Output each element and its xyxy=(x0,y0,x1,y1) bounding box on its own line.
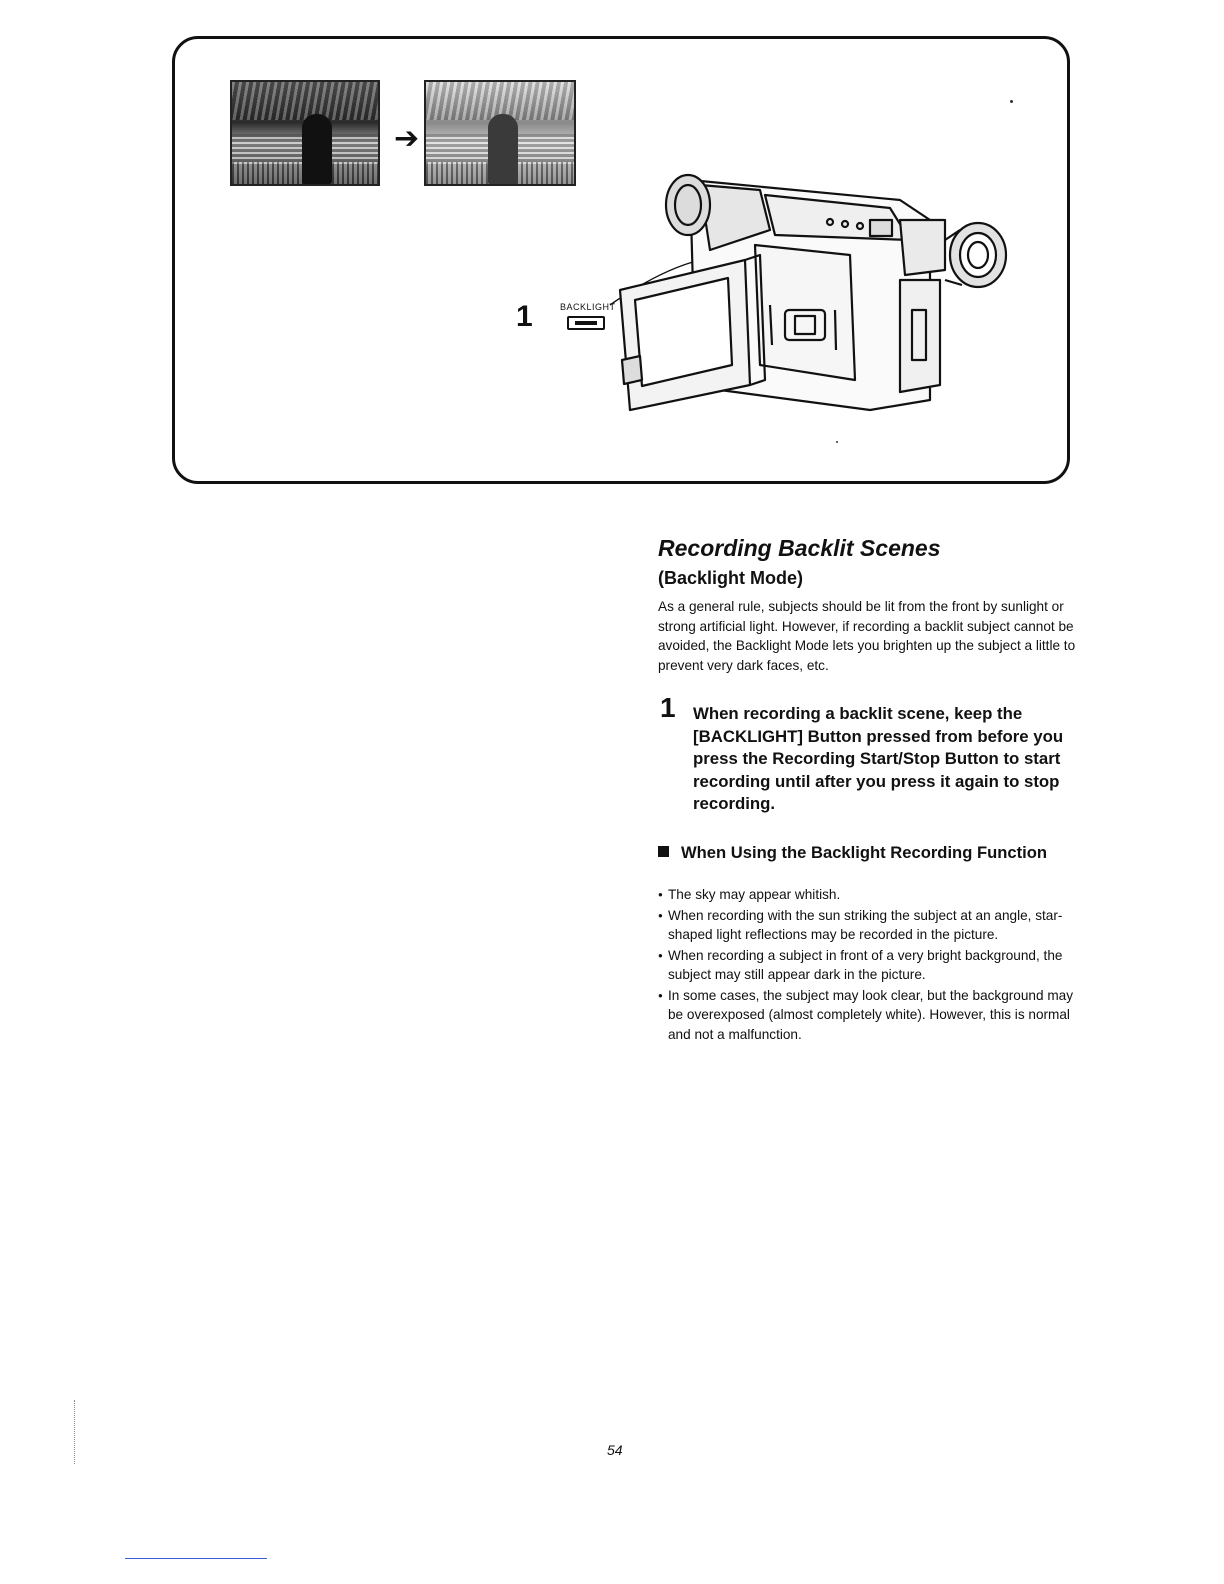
scan-speck xyxy=(1010,100,1013,103)
backlit-scene-before-photo xyxy=(230,80,380,186)
page-title: Recording Backlit Scenes xyxy=(658,535,941,561)
note-text: ● When recording with the sun striking the subject at an angle, star-shaped light reflections may be recorded in the picture. xyxy=(668,907,1063,942)
page-number: 54 xyxy=(607,1442,623,1458)
step-number: 1 xyxy=(660,692,676,723)
list-item xyxy=(658,906,1073,945)
note-text: ● The sky may appear whitish. xyxy=(668,887,841,902)
figure-step-number: 1 xyxy=(516,300,533,333)
note-text: ● In some cases, the subject may look clear, but the background may be overexposed (almost completely white). However, this is normal and not a malfunction. xyxy=(668,987,1074,1042)
footer-rule xyxy=(125,1558,267,1559)
scan-speck xyxy=(836,441,838,443)
list-item xyxy=(658,946,1073,985)
list-item xyxy=(658,986,1073,1045)
step-instruction: When recording a backlit scene, keep the [BACKLIGHT] Button pressed from before you press the Recording Start/Stop Button to start recording until after you press it again to stop recording. xyxy=(693,704,1064,814)
note-text: ● When recording a subject in front of a very bright background, the subject may still appear dark in the picture. xyxy=(668,947,1063,982)
camcorder-illustration xyxy=(600,160,1020,430)
arrow-right-icon: ➔ xyxy=(394,122,420,155)
intro-paragraph: As a general rule, subjects should be lit from the front by sunlight or strong artificial light. However, if recording a backlit subject cannot be avoided, the Backlight Mode lets you brighten up the subject a little to prevent very dark faces, etc. xyxy=(658,599,1076,673)
notes-list xyxy=(658,885,1073,1045)
margin-dotted-line xyxy=(74,1400,75,1464)
backlit-scene-after-photo xyxy=(424,80,576,186)
page-subtitle: (Backlight Mode) xyxy=(658,568,804,588)
list-item xyxy=(658,885,1073,905)
section-heading-text: When Using the Backlight Recording Function xyxy=(681,843,1047,862)
section-heading xyxy=(658,842,1058,863)
backlight-button-label: BACKLIGHT xyxy=(560,302,616,312)
